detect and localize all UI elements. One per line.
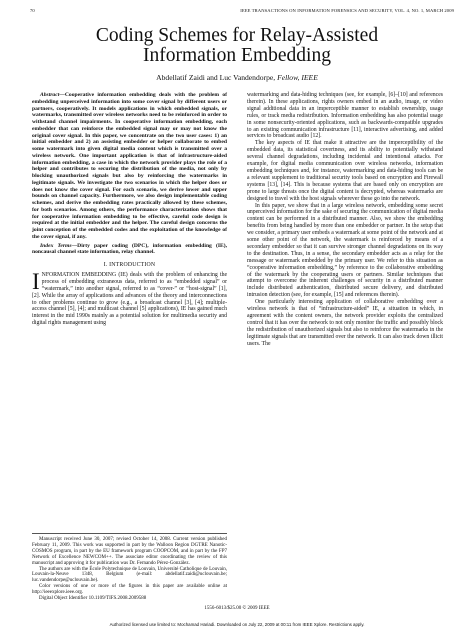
body-paragraph-3: In this paper, we show that in a large wireless network, embedding some secret unperceived information for the sake of securing the communication of digital media content can be performed in a distributed manner. Also, we show the embedding benefits from being handled by more than one embedder or partner. In the setup that we consider, a primary user embeds a watermark at some point of the network and at some other point of the network, the watermark is reinforced by means of a secondary embedder so that it can survive stronger channel degradations on its way to the destination. Thus, in a sense, the secondary embedder acts as a relay for the message or watermark embedded by the primary user. We refer to this situation as “cooperative information embedding,” by reference to the collaborative embedding of the watermark by the cooperating users or partners. Similar techniques that attempt to overcome the inherent challenges of security in a distributed manner include distributed authentication, distributed secure delivery, and distributed intrusion detection (see, for example, [15] and references therein). [247,202,443,299]
intro-smallcaps: NFORMATION EMBEDDING [41,271,117,278]
abstract [32,92,227,241]
index-terms-text: Dirty paper coding (DPC), information embedding (IE), noncausal channel state information, relay channel. [32,242,227,256]
copyright-line: 1556-6013/$25.00 © 2009 IEEE [204,606,270,611]
left-column [32,92,227,327]
running-header [30,8,454,18]
page-number: 70 [30,8,35,13]
index-terms-lead: Index Terms— [40,242,78,249]
body-paragraph-continued: watermarking and data-hiding techniques (see, for example, [6]–[10] and references therein). In these applications, rights owners embed in an audio, image, or video signal additional data in an imperceptible manner to establish ownership, usage rules, or track media redistribution. Information embedding has also potential usage in some nonsecurity-oriented applications, such as backwards-compatible upgrades to an existing communication infrastructure [11], interactive advertising, and added services to broadcast audio [12]. [247,92,443,140]
paper-title-line-1: Coding Schemes for Relay-Assisted [95,25,379,46]
intro-paragraph-1 [32,268,227,327]
body-paragraph-4: One particularly interesting application of collaborative embedding over a wireless network is that of “infrastructure-aided” IE, a situation in which, in agreement with the content owners, the network provider exploits the centralized control that it has over the network to not only monitor the traffic and possibly block the redistribution of unauthorized signals but also to reinforce the watermarks in the legitimate signals that are transmitted over the network. It can also track down illicit users. The [247,299,443,347]
abstract-lead: Abstract— [40,92,65,98]
author-membership: Fellow, IEEE [277,73,318,82]
footnotes [32,533,227,602]
intro-paragraph-1-text: (IE) deals with the problem of enhancing the process of embedding extraneous data, referred to as “embedded signal” or “watermark,” into another signal, referred to as “cover-” or “host-signal” [1], [2]. While the array of applications and advances of the theory and interconnections to other problems continue to grow (e.g., a broadcast channel [3], [4]; multiple-access channel [5], [4]; and multicast channel [5] applications), IE has gained much interest in the mid 1990s mainly as a potential solution for multimedia security and digital rights management using [32,271,227,327]
body-paragraph-2: The key aspects of IE that make it attractive are the imperceptibility of the embedded data, its statistical covertness, and its ability to potentially withstand several channel degradations, including incidental and intentional attacks. For example, for digital media communication over wireless networks, information embedding techniques and, for instance, watermarking and data-hiding tools can be a relevant supplement to traditional security tools based on encryption and Firewall systems [13], [14]. This is because systems that are based only on encryption are prone to large threats once the digital content is decrypted, whereas watermarks are designed to travel with the host signals wherever these go into the network. [247,140,443,202]
paper-title-line-2: Information Embedding [143,45,331,66]
drop-cap: I [32,268,40,294]
author-line [0,73,474,82]
right-column [247,92,443,348]
section-heading-introduction: I. INTRODUCTION [103,262,156,268]
index-terms [32,243,227,257]
license-notice: Authorized licensed use limited to: Mochamad Hariadi. Downloaded on July 22, 2009 at 00:11 from IEEE Xplore. Restrictions apply. [109,622,365,627]
footnote-doi: Digital Object Identifier 10.1109/TIFS.2008.2009588 [39,596,147,602]
running-title: IEEE TRANSACTIONS ON INFORMATION FORENSICS AND SECURITY, VOL. 4, NO. 1, MARCH 2009 [240,8,454,13]
footnote-affiliation: The authors are with the École Polytechnique de Louvain, Université Catholique de Louvain, Louvain-la-Neuve 1348, Belgium (e-mail: abdellatif.zaidi@uclouvain.be; luc.vandendorpe@uclouvain.be). [32,566,227,584]
paper-title [0,26,474,66]
footnote-manuscript: Manuscript received June 30, 2007; revised October 14, 2008. Current version published February 11, 2009. This work was supported in part by the Walloon Region DGTRE Nanotic-COSMOS program, in part by the EU framework program COOPCOM, and in part by the FP7 Network of Excellence NEWCOM++. The associate editor coordinating the review of this manuscript and approving it for publication was Dr. Fernando Pérez-González. [32,537,227,566]
footnote-color: Color versions of one or more of the figures in this paper are available online at http://ieeexplore.ieee.org. [32,584,227,596]
author-names: Abdellatif Zaidi and Luc Vandendorpe, [156,73,276,82]
abstract-text: Cooperative information embedding deals with the problem of embedding unperceived information into some cover signal by different users or partners, cooperatively. It models applications in which embedded signals, or watermarks, transmitted over wireless networks need to be reinforced in order to withstand channel impairments. In cooperative information embedding, each embedder that can reinforce the embedded signal may or may not know the original cover signal. In this paper, we concentrate on the two user cases: 1) an initial embedder and 2) an assisting embedder or helper collaborate to embed some watermark into given digital media content which is transmitted over a wireless network. One important application is that of infrastructure-aided information embedding, a case in which the network provider plays the role of a helper and contributes to securing the distribution of the media, not only by blocking unauthorized signals but also by reinforcing the watermarks in legitimate signals. We investigate the two scenarios in which the helper does or does not know the cover signal. For each scenario, we derive lower and upper bounds on channel capacity. Furthermore, we also design implementable coding schemes, and derive the embedding rates practically allowed by these schemes, for both scenarios. Among others, the performance characterization shows that for cooperative information embedding to be effective, careful code design is required at the initial embedder and the helper. The careful design concerns the joint conception of the embedded codes and the exploitation of the knowledge of the cover signal, if any. [32,92,227,240]
